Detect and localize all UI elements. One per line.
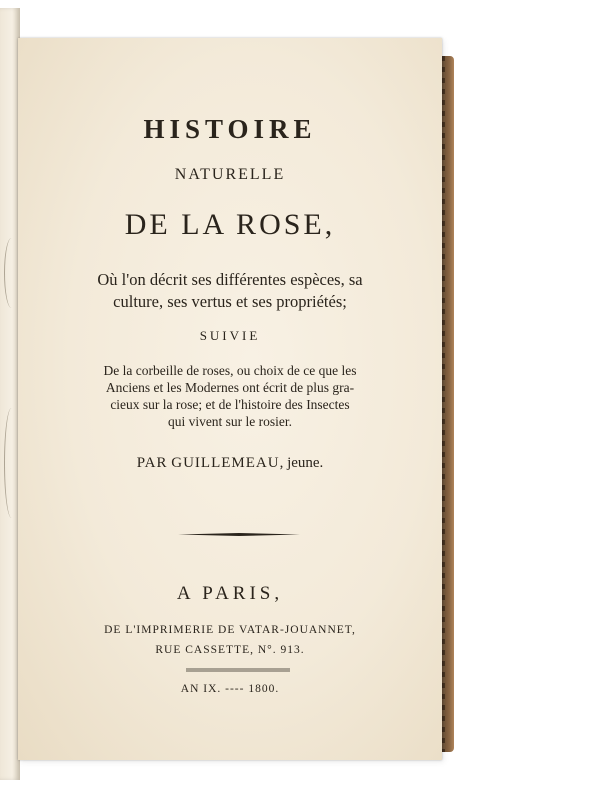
suivie-heading: SUIVIE xyxy=(199,328,261,343)
sequel-line-3: cieux sur la rose; et de l'histoire des Insectes xyxy=(110,397,350,412)
sequel-line-4: qui vivent sur le rosier. xyxy=(167,414,293,429)
author-name: GUILLEMEAU xyxy=(171,455,280,471)
imprint-date: AN IX. ---- 1800. xyxy=(180,683,280,695)
decorative-rule xyxy=(178,533,300,536)
author-par: PAR xyxy=(136,455,168,471)
title-line-de-la-rose: DE LA ROSE, xyxy=(124,208,336,241)
author-line xyxy=(18,455,442,472)
subtitle-line-2: culture, ses vertus et ses propriétés; xyxy=(113,292,347,311)
imprint-place: A PARIS, xyxy=(176,583,284,604)
sequel-line-2: Anciens et les Modernes ont écrit de plus gra- xyxy=(105,380,355,395)
double-rule xyxy=(186,668,290,672)
subtitle-line-1: Où l'on décrit ses différentes espèces, sa xyxy=(97,270,363,289)
facing-page-ornament xyxy=(4,238,19,308)
author-suffix: , jeune. xyxy=(279,455,324,471)
title-page xyxy=(18,38,442,760)
facing-page xyxy=(0,8,20,780)
printer-line-2: RUE CASSETTE, N°. 913. xyxy=(155,644,305,656)
facing-page-ornament xyxy=(4,408,19,518)
sequel-line-1: De la corbeille de roses, ou choix de ce que les xyxy=(103,363,357,378)
title-line-histoire: HISTOIRE xyxy=(143,114,317,144)
title-line-naturelle: NATURELLE xyxy=(174,166,286,183)
printer-line-1: DE L'IMPRIMERIE DE VATAR-JOUANNET, xyxy=(104,624,356,636)
